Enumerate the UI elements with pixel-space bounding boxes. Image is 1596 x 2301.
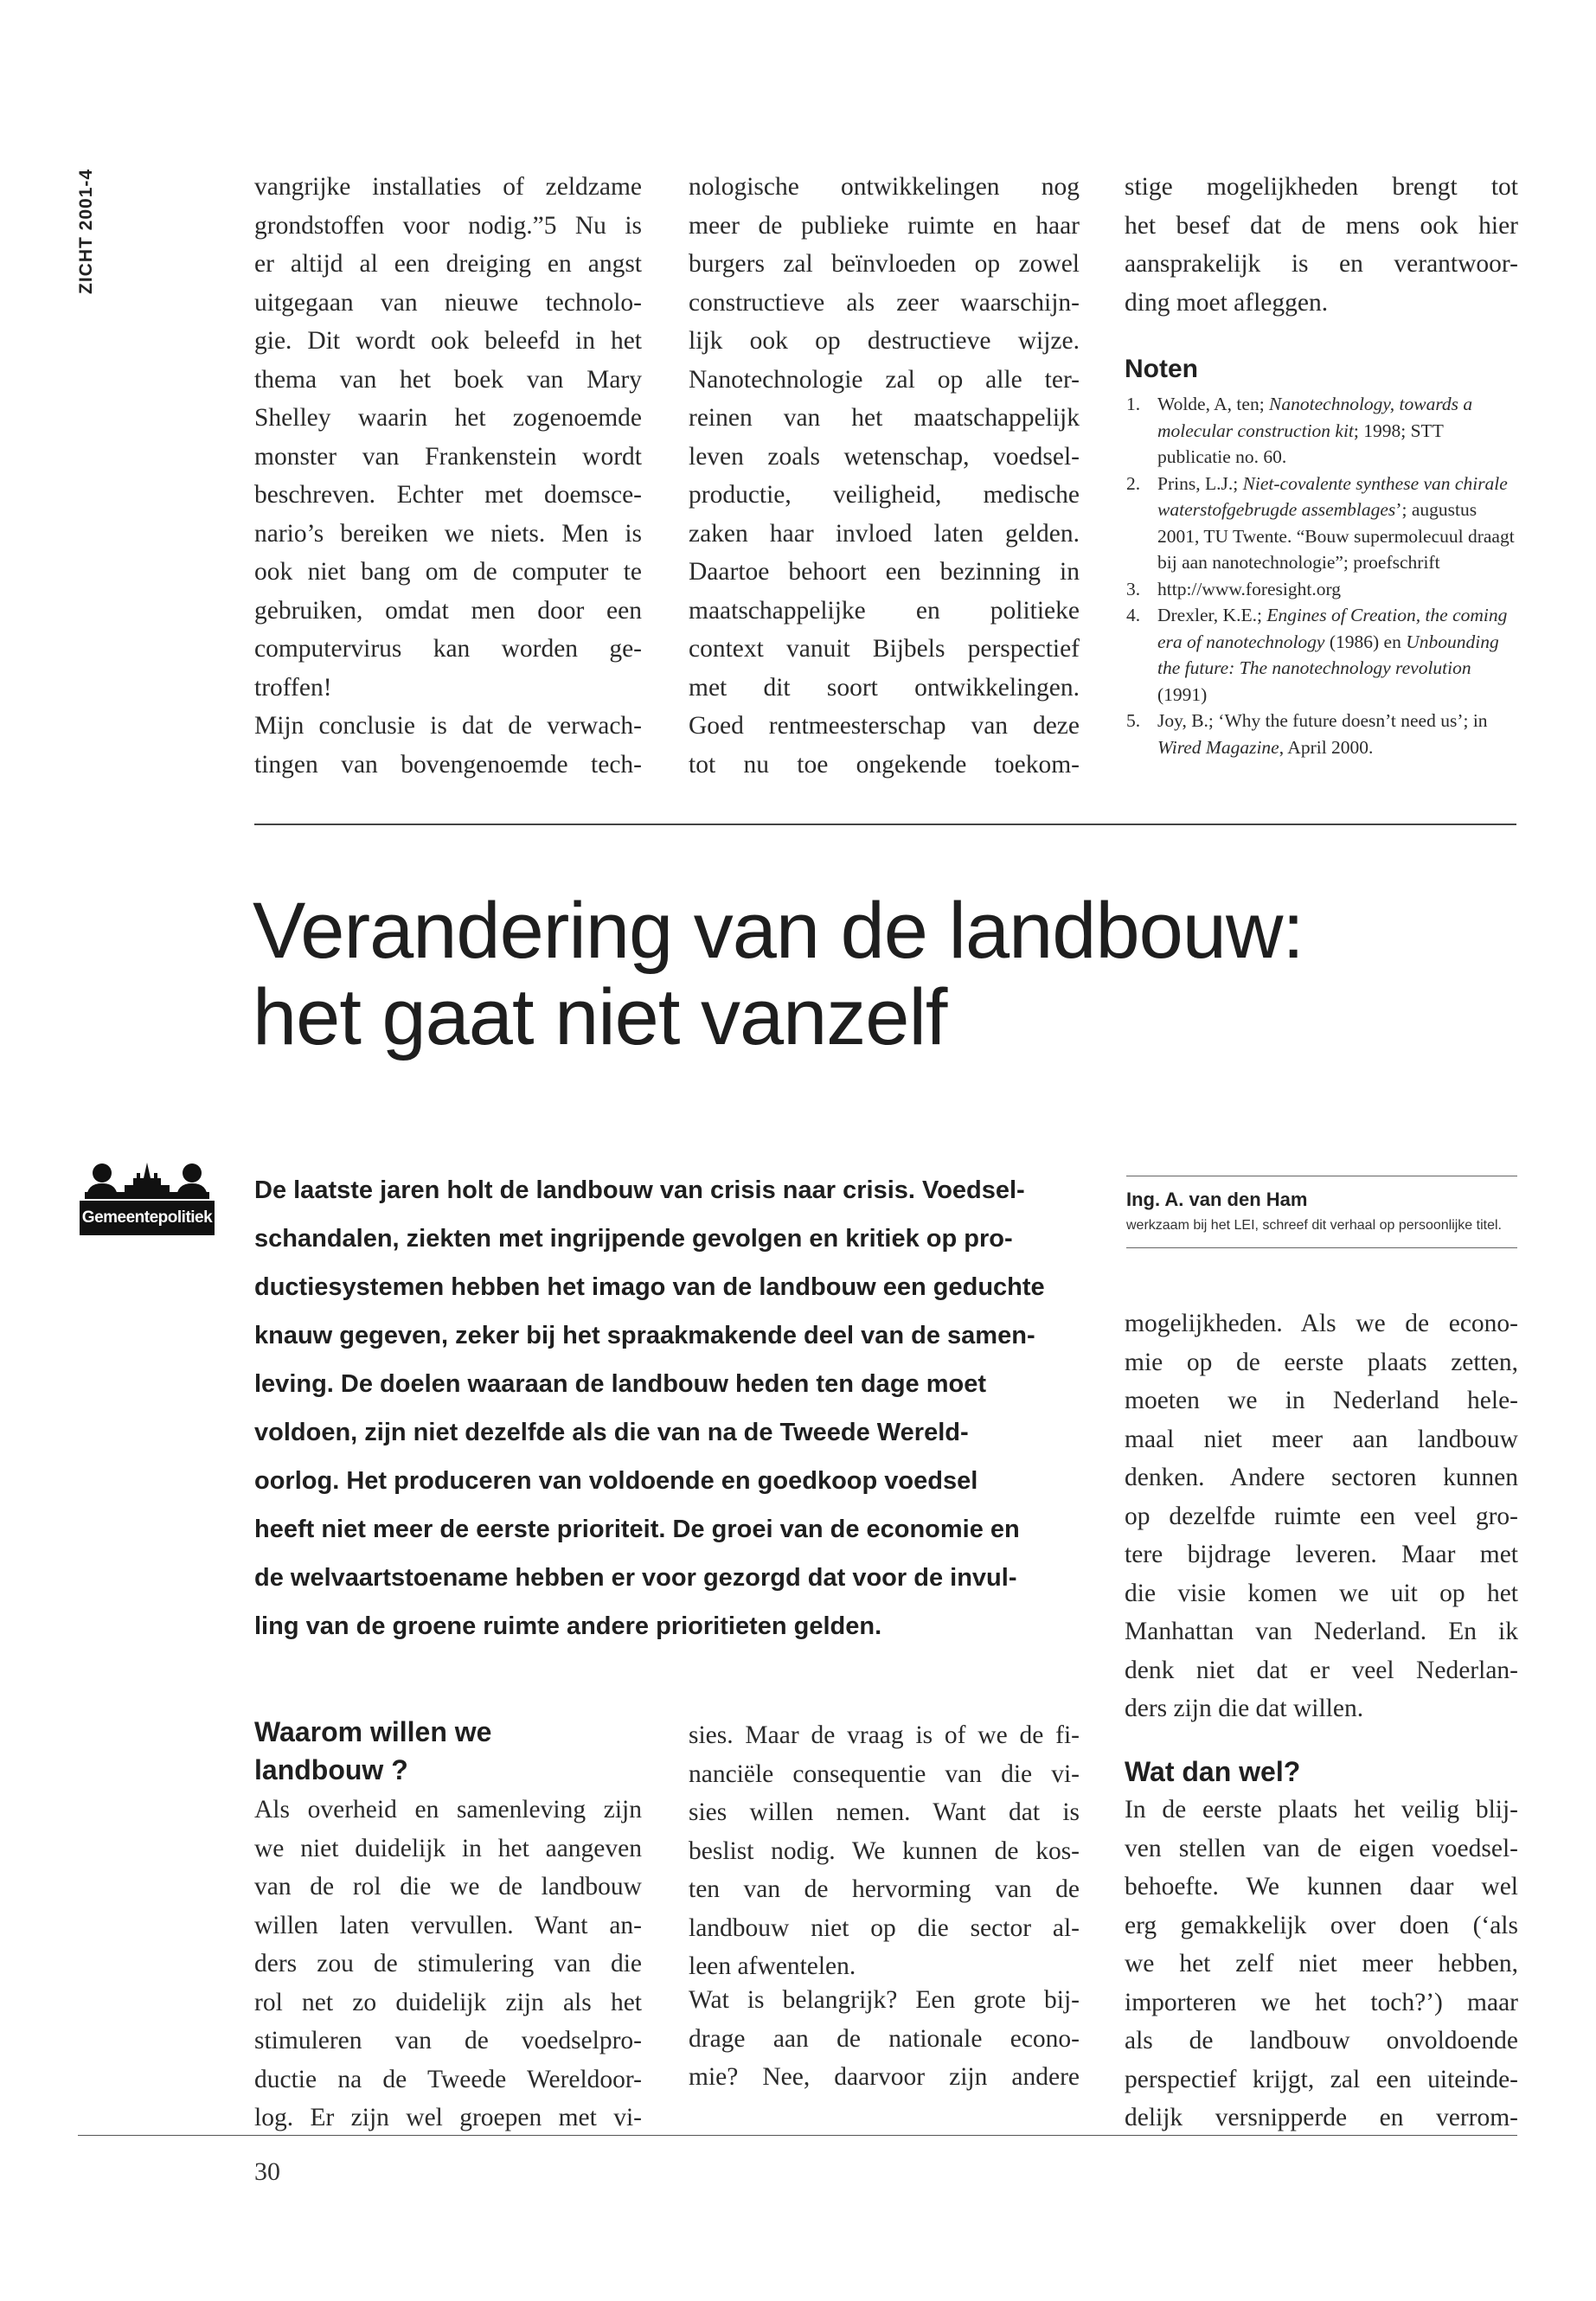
text-line: troffen!: [254, 673, 332, 702]
note-number: 1.: [1126, 394, 1141, 414]
article-title-line-1: Verandering van de landbouw:: [253, 887, 1304, 975]
lead-line: De laatste jaren holt de landbouw van crisis naar crisis. Voedsel-: [254, 1176, 1025, 1204]
note-text: ; 1998; STT publicatie no. 60.: [1157, 420, 1444, 467]
text-line: Manhattan van Nederland. En ik: [1125, 1618, 1518, 1645]
heading-wat-dan-wel: Wat dan wel?: [1125, 1756, 1301, 1787]
note-title: Engines of Creation, the coming era of nanotechnology: [1157, 605, 1508, 652]
article-left-column: [254, 1791, 642, 2138]
text-line: met dit soort ontwikkelingen.: [689, 673, 1080, 702]
note-item: [1126, 602, 1516, 708]
text-line: productie, veiligheid, medische: [689, 481, 1080, 509]
text-line: tingen van bovengenoemde tech-: [254, 750, 642, 779]
text-line: meer de publieke ruimte en haar: [689, 211, 1080, 240]
text-line: mie op de eerste plaats zetten,: [1125, 1348, 1518, 1376]
text-line: log. Er zijn wel groepen met vi-: [254, 2104, 642, 2131]
text-line: denken. Andere sectoren kunnen: [1125, 1464, 1518, 1491]
note-item: [1126, 391, 1516, 471]
text-line: monster van Frankenstein wordt: [254, 442, 642, 471]
text-line: perspectief krijgt, zal een uiteinde-: [1125, 2065, 1518, 2093]
notes-title: Noten: [1125, 355, 1198, 383]
text-line: als de landbouw onvoldoende: [1125, 2027, 1518, 2054]
text-line: op dezelfde ruimte een veel gro-: [1125, 1502, 1518, 1530]
section-divider: [254, 824, 1516, 825]
text-line: Daartoe behoort een bezinning in: [689, 558, 1080, 586]
text-line: maal niet meer aan landbouw: [1125, 1425, 1518, 1453]
top-column-3: [1125, 168, 1518, 322]
note-text: Joy, B.; ‘Why the future doesn’t need us’; in: [1157, 710, 1488, 731]
text-line: delijk versnipperde en verrom-: [1125, 2104, 1518, 2131]
author-description: werkzaam bij het LEI, schreef dit verhaal op persoonlijke titel.: [1126, 1218, 1502, 1233]
note-text[interactable]: http://www.foresight.org: [1157, 578, 1341, 599]
text-line: we het zelf niet meer hebben,: [1125, 1950, 1518, 1977]
text-line: ders zou de stimulering van die: [254, 1950, 642, 1977]
text-line: context vanuit Bijbels perspectief: [689, 635, 1080, 663]
note-text: Wolde, A, ten;: [1157, 394, 1270, 414]
top-column-2: [689, 168, 1080, 784]
text-line: constructieve als zeer waarschijn-: [689, 288, 1080, 317]
article-middle-column-a: [689, 1716, 1080, 1986]
text-line: sies willen nemen. Want dat is: [689, 1798, 1080, 1826]
note-title: Unbounding the future: The nanotechnology revolution: [1157, 631, 1499, 678]
text-line: maatschappelijke en politieke: [689, 596, 1080, 625]
text-line: Mijn conclusie is dat de verwach-: [254, 712, 642, 740]
text-line: nario’s bereiken we niets. Men is: [254, 519, 642, 548]
text-line: Goed rentmeesterschap van deze: [689, 712, 1080, 740]
lead-paragraph: [254, 1166, 1081, 1650]
text-line: willen laten vervullen. Want an-: [254, 1911, 642, 1939]
text-line: we niet duidelijk in het aangeven: [254, 1834, 642, 1862]
text-line: uitgegaan van nieuwe technolo-: [254, 288, 642, 317]
text-line: erg gemakkelijk over doen (‘als: [1125, 1911, 1518, 1939]
page-number: 30: [254, 2157, 280, 2186]
article-right-column-bottom: [1125, 1791, 1518, 2138]
heading-waarom-line-1: Waarom willen we: [254, 1716, 492, 1747]
text-line: aansprakelijk is en verantwoor-: [1125, 250, 1518, 278]
note-text: ’; augustus 2001, TU Twente. “Bouw supermolecuul draagt bij aan nanotechnologie”; proefschrift: [1157, 499, 1515, 573]
article-middle-column-b: [689, 1981, 1080, 2097]
footer-rule: [78, 2135, 1517, 2136]
text-line: ductie na de Tweede Wereldoor-: [254, 2065, 642, 2093]
author-bottom-rule: [1126, 1247, 1517, 1248]
article-title-line-2: het gaat niet vanzelf: [253, 973, 947, 1061]
text-line: burgers zal beïnvloeden op zowel: [689, 250, 1080, 278]
text-line: ook niet bang om de computer te: [254, 558, 642, 586]
note-title: Niet-covalente synthese van chirale waterstofgebrugde assemblages: [1157, 472, 1508, 520]
text-line: Nanotechnologie zal op alle ter-: [689, 365, 1080, 394]
text-line: mogelijkheden. Als we de econo-: [1125, 1310, 1518, 1337]
lead-line: ductiesystemen hebben het imago van de landbouw een geduchte: [254, 1273, 1045, 1301]
notes-list: [1126, 391, 1516, 760]
text-line: In de eerste plaats het veilig blij-: [1125, 1796, 1518, 1823]
text-line: zaken haar invloed laten gelden.: [689, 519, 1080, 548]
text-line: importeren we het toch?’) maar: [1125, 1988, 1518, 2016]
text-line: ders zijn die dat willen.: [1125, 1695, 1364, 1722]
text-line: van de rol die we de landbouw: [254, 1873, 642, 1900]
note-item: [1126, 471, 1516, 576]
text-line: ten van de hervorming van de: [689, 1875, 1080, 1903]
text-line: Wat is belangrijk? Een grote bij-: [689, 1986, 1080, 2014]
text-line: landbouw niet op die sector al-: [689, 1913, 1080, 1942]
lead-line: oorlog. Het produceren van voldoende en goedkoop voedsel: [254, 1467, 978, 1495]
text-line: Als overheid en samenleving zijn: [254, 1796, 642, 1823]
note-text: Prins, L.J.;: [1157, 472, 1243, 494]
text-line: beslist nodig. We kunnen de kos-: [689, 1836, 1080, 1865]
text-line: thema van het boek van Mary: [254, 365, 642, 394]
text-line: gie. Dit wordt ook beleefd in het: [254, 327, 642, 355]
note-title: Nanotechnology, towards a molecular construction kit: [1157, 394, 1473, 441]
lead-line: voldoen, zijn niet dezelfde als die van na de Tweede Wereld-: [254, 1419, 969, 1446]
note-item: [1126, 708, 1516, 760]
text-line: het besef dat de mens ook hier: [1125, 211, 1518, 240]
text-line: ding moet afleggen.: [1125, 288, 1329, 317]
article-right-column-top: [1125, 1304, 1518, 1728]
heading-waarom-line-2: landbouw ?: [254, 1754, 408, 1785]
text-line: nanciële consequentie van die vi-: [689, 1759, 1080, 1788]
author-name: Ing. A. van den Ham: [1126, 1189, 1308, 1210]
text-line: tot nu toe ongekende toekom-: [689, 750, 1080, 779]
heading-waarom: [254, 1713, 642, 1789]
note-number: 4.: [1126, 605, 1141, 625]
text-line: denk niet dat er veel Nederlan-: [1125, 1656, 1518, 1684]
text-line: behoefte. We kunnen daar wel: [1125, 1873, 1518, 1900]
text-line: vangrijke installaties of zeldzame: [254, 173, 642, 201]
lead-line: ling van de groene ruimte andere prioritieten gelden.: [254, 1612, 882, 1640]
text-line: stimuleren van de voedselpro-: [254, 2027, 642, 2054]
note-number: 5.: [1126, 710, 1141, 731]
logo-label: Gemeentepolitiek: [81, 1208, 213, 1227]
note-text: (1991): [1157, 683, 1208, 705]
text-line: moeten we in Nederland hele-: [1125, 1387, 1518, 1414]
note-text: Drexler, K.E.;: [1157, 605, 1267, 625]
text-line: er altijd al een dreiging en angst: [254, 250, 642, 278]
note-title: Wired Magazine: [1157, 736, 1279, 758]
text-line: die visie komen we uit op het: [1125, 1579, 1518, 1607]
text-line: drage aan de nationale econo-: [689, 2024, 1080, 2053]
note-number: 3.: [1126, 578, 1141, 599]
note-item: [1126, 576, 1516, 603]
text-line: beschreven. Echter met doemsce-: [254, 481, 642, 509]
text-line: lijk ook op destructieve wijze.: [689, 327, 1080, 355]
lead-line: heeft niet meer de eerste prioriteit. De groei van de economie en: [254, 1516, 1020, 1543]
note-number: 2.: [1126, 472, 1141, 494]
text-line: rol net zo duidelijk zijn als het: [254, 1988, 642, 2016]
text-line: sies. Maar de vraag is of we de fi-: [689, 1721, 1080, 1749]
article-title: [253, 888, 1516, 1061]
lead-line: knauw gegeven, zeker bij het spraakmakende deel van de samen-: [254, 1322, 1035, 1349]
text-line: gebruiken, omdat men door een: [254, 596, 642, 625]
running-header-label: ZICHT 2001-4: [76, 168, 96, 294]
lead-line: leving. De doelen waaraan de landbouw heden ten dage moet: [254, 1370, 986, 1398]
text-line: stige mogelijkheden brengt tot: [1125, 173, 1518, 201]
lead-line: de welvaartstoename hebben er voor gezorgd dat voor de invul-: [254, 1564, 1017, 1592]
text-line: leen afwentelen.: [689, 1952, 856, 1980]
gemeentepolitiek-logo: [80, 1161, 215, 1251]
top-column-1: [254, 168, 642, 784]
note-text: (1986) en: [1324, 631, 1407, 652]
text-line: leven zoals wetenschap, voedsel-: [689, 442, 1080, 471]
text-line: computervirus kan worden ge-: [254, 635, 642, 663]
text-line: reinen van het maatschappelijk: [689, 404, 1080, 432]
lead-line: schandalen, ziekten met ingrijpende gevolgen en kritiek op pro-: [254, 1225, 1013, 1253]
text-line: nologische ontwikkelingen nog: [689, 173, 1080, 201]
text-line: tere bijdrage leveren. Maar met: [1125, 1541, 1518, 1568]
text-line: grondstoffen voor nodig.”5 Nu is: [254, 211, 642, 240]
note-text: , April 2000.: [1279, 736, 1374, 758]
text-line: ven stellen van de eigen voedsel-: [1125, 1834, 1518, 1862]
text-line: mie? Nee, daarvoor zijn andere: [689, 2063, 1080, 2091]
text-line: Shelley waarin het zogenoemde: [254, 404, 642, 432]
